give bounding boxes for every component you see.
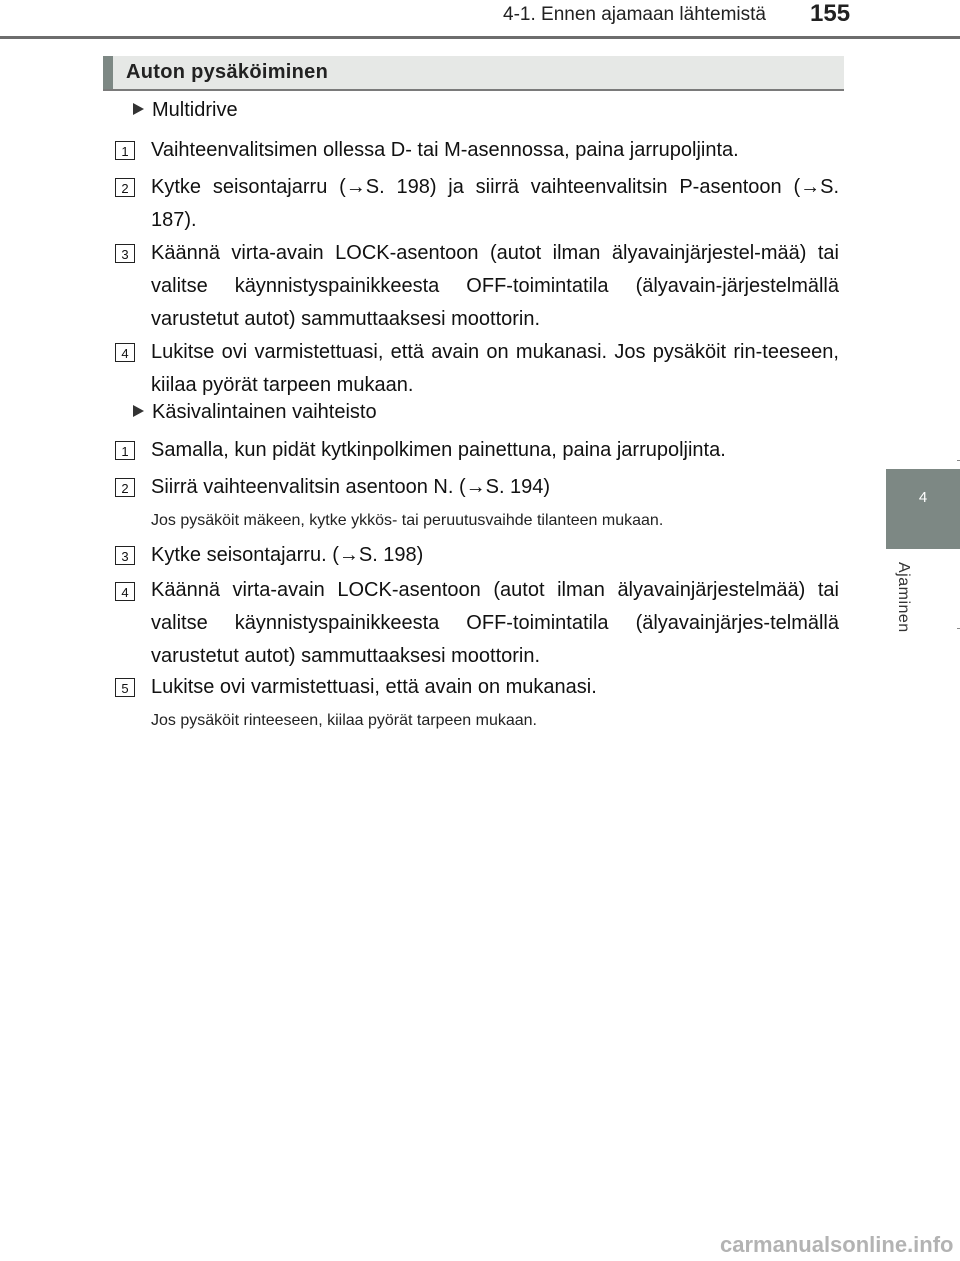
step-number-badge: 4 (115, 343, 135, 362)
step-number-badge: 3 (115, 546, 135, 565)
step-text: Lukitse ovi varmistettuasi, että avain on mukanasi. Jos pysäköit rin-teeseen, kiilaa pyörät tarpeen mukaan. (151, 341, 839, 396)
step-number-badge: 3 (115, 244, 135, 263)
header-rule (0, 36, 960, 39)
chapter-number: 4 (918, 489, 928, 506)
step-number-badge: 5 (115, 678, 135, 697)
chapter-tab (886, 469, 960, 549)
step-number-badge: 1 (115, 141, 135, 160)
step-text: Siirrä vaihteenvalitsin asentoon N. (→S. 194) (151, 476, 551, 498)
step-text: Lukitse ovi varmistettuasi, että avain on mukanasi. (151, 676, 597, 698)
section-header (103, 56, 844, 91)
step-text: Kytke seisontajarru (→S. 198) ja siirrä vaihteenvalitsin P-asentoon (→S. 187). (151, 176, 839, 231)
step-text: Samalla, kun pidät kytkinpolkimen painettuna, paina jarrupoljinta. (151, 439, 726, 461)
step-text: Käännä virta-avain LOCK-asentoon (autot ilman älyavainjärjestel-mää) tai valitse käynnistyspainikkeesta OFF-toimintatila (älyavain-järjestelmällä varustetut autot) sammuttaaksesi moottorin. (151, 242, 839, 330)
chapter-name: Ajaminen (895, 562, 912, 633)
step-text: Vaihteenvalitsimen ollessa D- tai M-asennossa, paina jarrupoljinta. (151, 139, 739, 161)
step-number-badge: 2 (115, 478, 135, 497)
section-title: Auton pysäköiminen (126, 61, 329, 83)
step-note: Jos pysäköit rinteeseen, kiilaa pyörät tarpeen mukaan. (151, 712, 537, 729)
step-note: Jos pysäköit mäkeen, kytke ykkös- tai peruutusvaihde tilanteen mukaan. (151, 512, 664, 529)
subheading-manual: Käsivalintainen vaihteisto (133, 401, 377, 424)
step-number-badge: 4 (115, 582, 135, 601)
step-number-badge: 1 (115, 441, 135, 460)
running-header: 4-1. Ennen ajamaan lähtemistä (503, 4, 766, 25)
section-accent-bar (103, 56, 113, 89)
triangle-bullet-icon (133, 405, 144, 417)
watermark: carmanualsonline.info (720, 1232, 954, 1257)
subheading-multidrive: Multidrive (133, 99, 238, 122)
step-text: Kytke seisontajarru. (→S. 198) (151, 544, 424, 566)
triangle-bullet-icon (133, 103, 144, 115)
step-text: Käännä virta-avain LOCK-asentoon (autot ilman älyavainjärjestelmää) tai valitse käynnistyspainikkeesta OFF-toimintatila (älyavainjärjes-telmällä varustetut autot) sammuttaaksesi moottorin. (151, 579, 839, 667)
page-number: 155 (810, 0, 851, 27)
step-number-badge: 2 (115, 178, 135, 197)
